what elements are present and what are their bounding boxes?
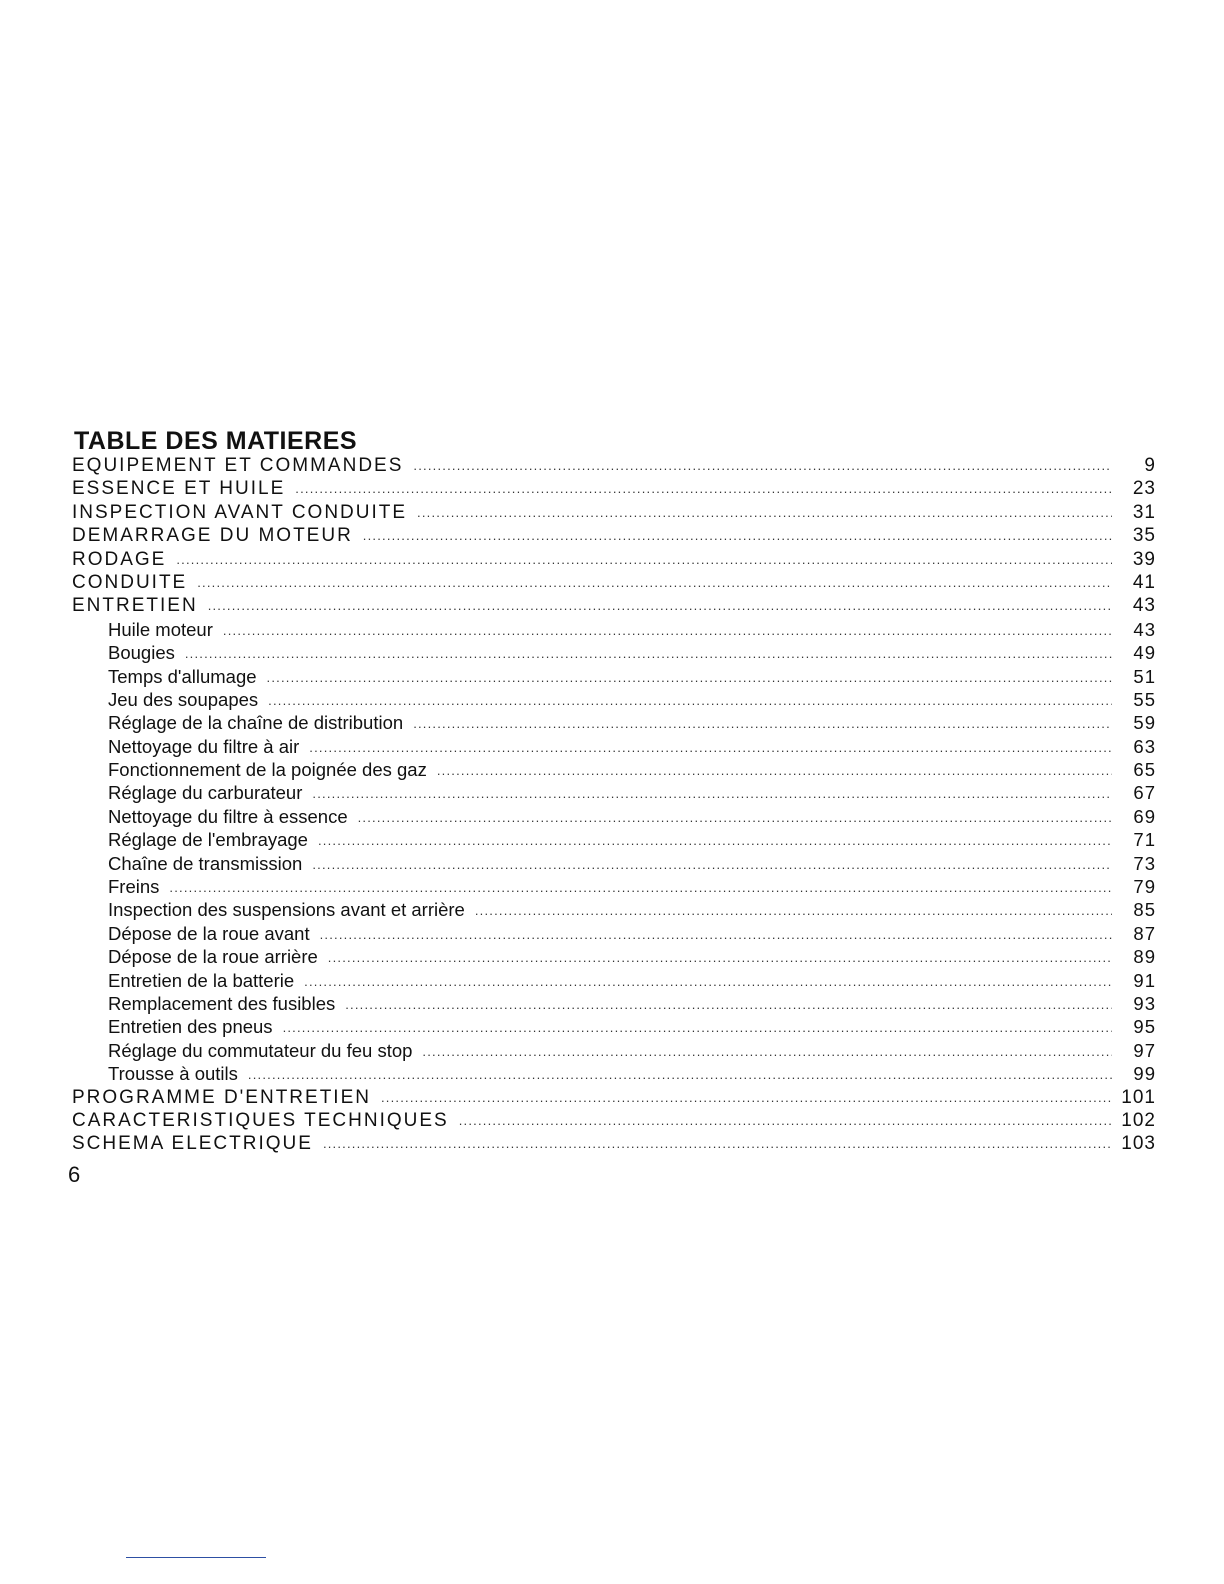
toc-dot-leader — [295, 477, 1112, 500]
toc-entry-label: Temps d'allumage — [108, 665, 257, 687]
toc-entry — [72, 594, 1156, 617]
toc-entry-page: 43 — [1133, 618, 1156, 640]
toc-dot-leader — [358, 806, 1112, 829]
toc-dot-leader — [320, 923, 1112, 946]
toc-title: TABLE DES MATIERES — [74, 427, 358, 455]
bottom-rule-divider — [126, 1557, 266, 1558]
toc-dot-leader — [381, 1086, 1112, 1109]
toc-entry — [72, 875, 1156, 898]
toc-entry-page: 39 — [1132, 548, 1156, 570]
toc-entry-page: 35 — [1132, 525, 1156, 547]
toc-entry — [72, 571, 1156, 594]
toc-entry-label: Huile moteur — [108, 618, 213, 640]
toc-entry-label: Inspection des suspensions avant et arrière — [108, 899, 465, 921]
table-of-contents — [72, 426, 1156, 1156]
toc-entry — [72, 1132, 1156, 1155]
toc-dot-leader — [417, 501, 1112, 524]
toc-entry-page: 79 — [1133, 876, 1156, 898]
toc-entry-page: 85 — [1133, 899, 1156, 921]
toc-dot-leader — [413, 454, 1112, 477]
toc-entry-label: Trousse à outils — [108, 1063, 238, 1085]
toc-entry — [72, 781, 1156, 804]
toc-entry-label: INSPECTION AVANT CONDUITE — [72, 501, 408, 523]
toc-entry-label: Entretien de la batterie — [108, 969, 295, 991]
toc-entry-label: Dépose de la roue avant — [108, 922, 310, 944]
toc-dot-leader — [475, 899, 1112, 922]
toc-entry-label: CARACTERISTIQUES TECHNIQUES — [72, 1109, 449, 1131]
toc-entry-label: Fonctionnement de la poignée des gaz — [108, 759, 427, 781]
toc-entry-label: Réglage du carburateur — [108, 782, 303, 804]
toc-entry — [72, 828, 1156, 851]
toc-entry — [72, 1062, 1156, 1085]
toc-entry-page: 103 — [1121, 1133, 1156, 1155]
toc-entry — [72, 1109, 1156, 1132]
toc-dot-leader — [283, 1016, 1112, 1039]
toc-entry — [72, 805, 1156, 828]
toc-entry-label: PROGRAMME D'ENTRETIEN — [72, 1086, 371, 1108]
toc-entry-label: Remplacement des fusibles — [108, 992, 336, 1014]
toc-dot-leader — [312, 782, 1112, 805]
toc-entry-page: 49 — [1133, 642, 1156, 664]
toc-entry-page: 87 — [1133, 922, 1156, 944]
toc-entry-page: 69 — [1133, 805, 1156, 827]
toc-dot-leader — [169, 876, 1112, 899]
toc-entry — [72, 1039, 1156, 1062]
toc-entry-label: Réglage de l'embrayage — [108, 829, 308, 851]
toc-entry-page: 93 — [1133, 992, 1156, 1014]
toc-entry-page: 67 — [1133, 782, 1156, 804]
toc-entry — [72, 969, 1156, 992]
toc-entry-page: 97 — [1133, 1039, 1156, 1061]
toc-entry-label: Nettoyage du filtre à essence — [108, 805, 348, 827]
toc-entry-list — [72, 454, 1156, 1156]
toc-dot-leader — [413, 712, 1112, 735]
toc-entry-label: Chaîne de transmission — [108, 852, 303, 874]
toc-dot-leader — [176, 548, 1112, 571]
toc-dot-leader — [197, 571, 1112, 594]
toc-entry — [72, 1015, 1156, 1038]
toc-dot-leader — [267, 666, 1112, 689]
toc-entry — [72, 524, 1156, 547]
toc-entry-page: 102 — [1121, 1109, 1156, 1131]
toc-entry-label: Nettoyage du filtre à air — [108, 735, 300, 757]
toc-entry-page: 89 — [1133, 946, 1156, 968]
toc-entry — [72, 711, 1156, 734]
toc-entry — [72, 852, 1156, 875]
toc-entry-label: Bougies — [108, 642, 175, 664]
toc-entry-page: 9 — [1144, 455, 1156, 476]
toc-dot-leader — [437, 759, 1112, 782]
toc-entry-page: 73 — [1133, 852, 1156, 874]
toc-entry — [72, 992, 1156, 1015]
toc-entry-label: Réglage du commutateur du feu stop — [108, 1039, 413, 1061]
toc-entry — [72, 501, 1156, 524]
toc-entry-label: SCHEMA ELECTRIQUE — [72, 1133, 313, 1155]
toc-entry-label: Réglage de la chaîne de distribution — [108, 712, 404, 734]
toc-entry — [72, 922, 1156, 945]
toc-dot-leader — [328, 946, 1112, 969]
toc-entry — [72, 548, 1156, 571]
toc-dot-leader — [323, 1132, 1112, 1155]
toc-entry-label: EQUIPEMENT ET COMMANDES — [72, 455, 404, 476]
toc-dot-leader — [268, 689, 1112, 712]
toc-entry-page: 71 — [1133, 829, 1156, 851]
toc-entry-label: CONDUITE — [72, 571, 188, 593]
toc-entry-page: 95 — [1133, 1016, 1156, 1038]
toc-dot-leader — [345, 993, 1112, 1016]
toc-entry — [72, 641, 1156, 664]
toc-entry — [72, 618, 1156, 641]
toc-dot-leader — [318, 829, 1112, 852]
toc-entry-page: 65 — [1133, 759, 1156, 781]
toc-entry-page: 41 — [1132, 571, 1156, 593]
toc-entry-page: 99 — [1133, 1063, 1156, 1085]
toc-dot-leader — [223, 619, 1112, 642]
toc-entry — [72, 665, 1156, 688]
toc-entry-label: RODAGE — [72, 548, 167, 570]
toc-dot-leader — [422, 1040, 1112, 1063]
toc-dot-leader — [309, 736, 1112, 759]
toc-dot-leader — [208, 594, 1112, 617]
toc-entry-page: 101 — [1121, 1086, 1156, 1108]
toc-entry — [72, 477, 1156, 500]
toc-entry-page: 51 — [1133, 665, 1156, 687]
toc-entry-page: 63 — [1133, 735, 1156, 757]
toc-dot-leader — [304, 970, 1112, 993]
toc-entry-label: ENTRETIEN — [72, 595, 198, 617]
toc-dot-leader — [312, 853, 1112, 876]
toc-dot-leader — [459, 1109, 1112, 1132]
toc-dot-leader — [248, 1063, 1112, 1086]
toc-entry-page: 23 — [1132, 478, 1156, 500]
toc-entry — [72, 945, 1156, 968]
toc-entry-label: Entretien des pneus — [108, 1016, 273, 1038]
toc-entry-label: Freins — [108, 876, 160, 898]
toc-entry — [72, 758, 1156, 781]
toc-entry-page: 43 — [1132, 595, 1156, 617]
toc-dot-leader — [185, 642, 1112, 665]
page-number: 6 — [68, 1162, 81, 1187]
toc-entry-label: Dépose de la roue arrière — [108, 946, 318, 968]
toc-entry — [72, 688, 1156, 711]
toc-entry-page: 59 — [1133, 712, 1156, 734]
toc-dot-leader — [363, 524, 1112, 547]
toc-entry-page: 91 — [1133, 969, 1156, 991]
toc-entry-label: DEMARRAGE DU MOTEUR — [72, 525, 353, 547]
toc-entry — [72, 454, 1156, 477]
toc-entry-page: 31 — [1132, 501, 1156, 523]
toc-entry-label: Jeu des soupapes — [108, 688, 259, 710]
toc-entry — [72, 735, 1156, 758]
toc-entry — [72, 1086, 1156, 1109]
toc-entry — [72, 898, 1156, 921]
toc-entry-label: ESSENCE ET HUILE — [72, 478, 286, 500]
toc-entry-page: 55 — [1133, 688, 1156, 710]
